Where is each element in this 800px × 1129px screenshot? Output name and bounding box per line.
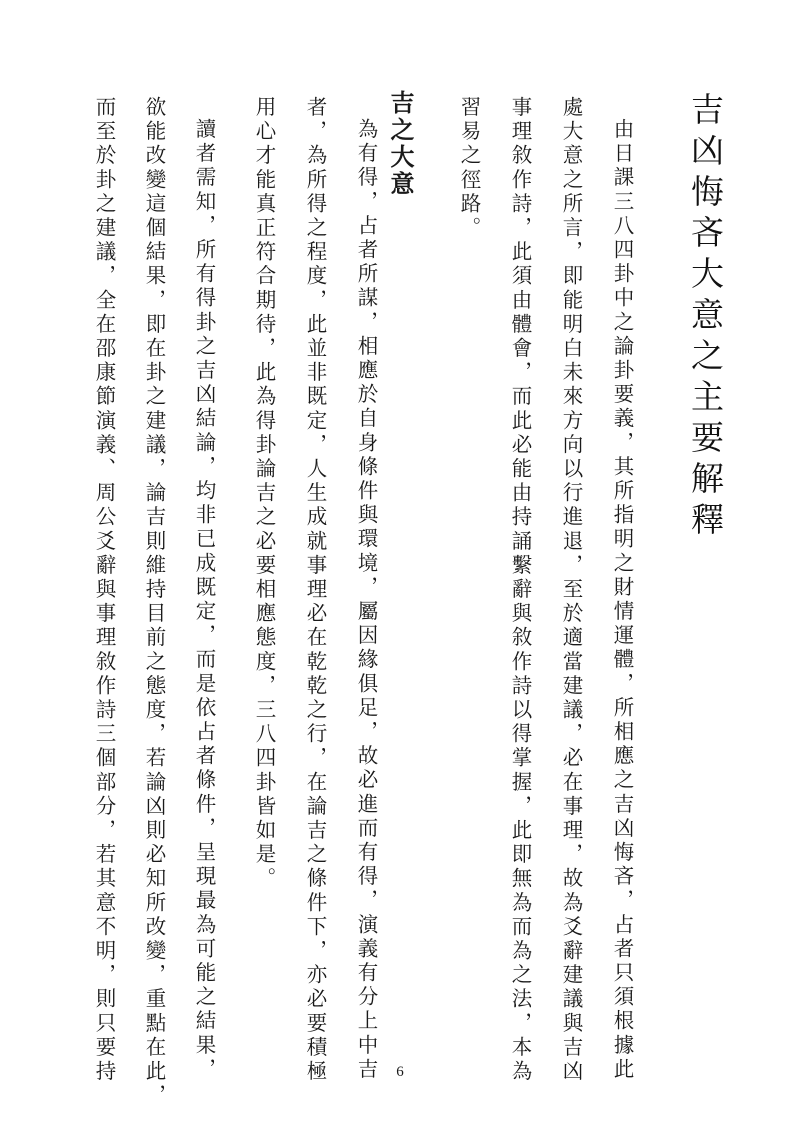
para1-line-3: 用心才能真正符合期待，此為得卦論吉之必要相應態度，三八四卦皆如是。 xyxy=(252,96,276,892)
intro-line-1: 由日課三八四卦中之論卦要義，其所指明之財情運體，所相應之吉凶悔吝，占者只須根據此 xyxy=(610,118,634,1082)
para1-line-1: 為有得，占者所謀，相應於自身條件與環境，屬因緣俱足，故必進而有得，演義有分上中吉 xyxy=(354,118,378,1082)
page-title: 吉凶悔吝大意之主要解釋 xyxy=(686,92,725,543)
section-heading: 吉之大意 xyxy=(386,90,415,198)
intro-line-3: 事理敘作詩，此須由體會，而此必能由持誦繫辭與敘作詩以得掌握，此即無為而為之法，本為 xyxy=(508,96,532,1085)
para2-line-1: 讀者需知，所有得卦之吉凶結論，均非已成既定，而是依占者條件，呈現最為可能之結果， xyxy=(192,118,216,1082)
para2-line-3: 而至於卦之建議，全在邵康節演義、周公爻辭與事理敘作詩三個部分，若其意不明，則只要持 xyxy=(92,96,116,1085)
intro-line-4: 習易之徑路。 xyxy=(457,96,481,241)
para2-line-2: 欲能改變這個結果，即在卦之建議，論吉則維持目前之態度，若論凶則必知所改變，重點在此， xyxy=(142,96,166,1109)
page-number: 6 xyxy=(396,1064,404,1080)
intro-line-2: 處大意之所言，即能明白未來方向以行進退，至於適當建議，必在事理，故為爻辭建議與吉凶 xyxy=(559,96,583,1085)
para1-line-2: 者，為所得之程度，此並非既定，人生成就事理必在乾乾之行，在論吉之條件下，亦必要積極 xyxy=(303,96,327,1085)
